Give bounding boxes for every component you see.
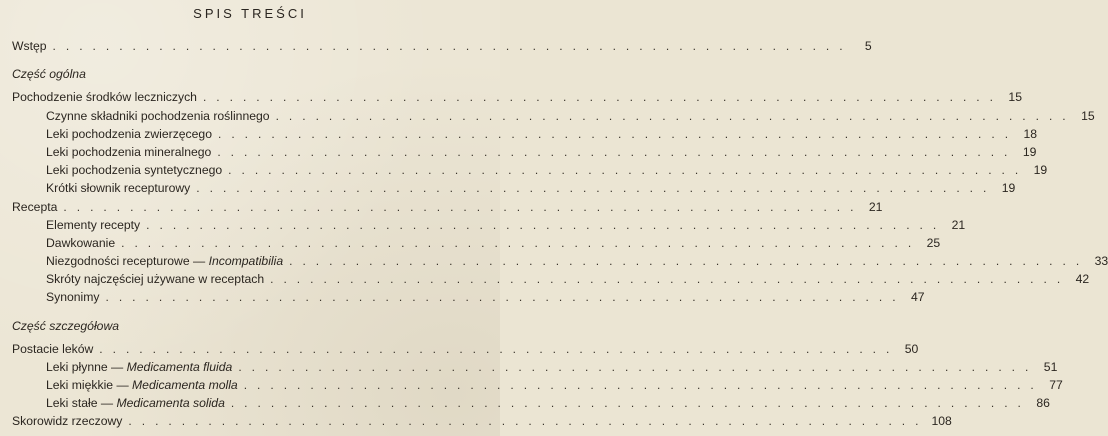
toc-page-number: 18 bbox=[1023, 127, 1038, 141]
toc-entry bbox=[46, 395, 1050, 411]
toc-entry bbox=[12, 341, 919, 357]
toc-entry bbox=[46, 359, 1058, 375]
toc-entry-label: Skorowidz rzeczowy bbox=[12, 414, 123, 428]
toc-entry bbox=[46, 217, 966, 233]
dot-leader: ............................................................ bbox=[230, 396, 1031, 410]
dot-leader: ............................................................ bbox=[105, 290, 906, 304]
dot-leader: ............................................................ bbox=[228, 163, 1029, 177]
toc-entry bbox=[46, 144, 1037, 160]
dot-leader: ............................................................ bbox=[289, 254, 1090, 268]
toc-page-number: 77 bbox=[1049, 378, 1063, 392]
toc-entry bbox=[12, 199, 883, 215]
page-title: SPIS TREŚCI bbox=[193, 6, 307, 21]
toc-entry-latin: Medicamenta molla bbox=[132, 378, 238, 392]
toc-entry-label: Leki stałe — Medicamenta solida bbox=[46, 396, 225, 410]
toc-entry bbox=[12, 89, 1022, 105]
toc-entry-label: Dawkowanie bbox=[46, 236, 116, 250]
dot-leader: ............................................................ bbox=[238, 360, 1039, 374]
toc-entry-label: Leki pochodzenia mineralnego bbox=[46, 145, 212, 159]
toc-page-number: 25 bbox=[926, 236, 941, 250]
dot-leader: ............................................................ bbox=[52, 39, 853, 53]
toc-page-number: 19 bbox=[1022, 145, 1037, 159]
section-heading: Część ogólna bbox=[12, 67, 86, 81]
toc-page-number: 86 bbox=[1036, 396, 1050, 410]
dot-leader: ............................................................ bbox=[63, 200, 864, 214]
toc-page-number: 47 bbox=[911, 290, 925, 304]
toc-page-number: 5 bbox=[864, 39, 872, 53]
toc-entry bbox=[46, 108, 1095, 124]
toc-page-number: 108 bbox=[931, 414, 952, 428]
dot-leader: ............................................................ bbox=[217, 145, 1018, 159]
toc-page-number: 15 bbox=[1081, 109, 1095, 123]
toc-entry bbox=[12, 413, 952, 429]
toc-entry-label: Czynne składniki pochodzenia roślinnego bbox=[46, 109, 270, 123]
dot-leader: ............................................................ bbox=[196, 181, 997, 195]
toc-entry-latin: Incompatibilia bbox=[208, 254, 284, 268]
dot-leader: ............................................................ bbox=[121, 236, 922, 250]
toc-entry-latin: Medicamenta solida bbox=[116, 396, 225, 410]
toc-entry bbox=[46, 235, 941, 251]
dot-leader: ............................................................ bbox=[202, 90, 1003, 104]
toc-entry bbox=[46, 271, 1090, 287]
toc-page-number: 42 bbox=[1075, 272, 1090, 286]
toc-entry-label: Niezgodności recepturowe — Incompatibilia bbox=[46, 254, 284, 268]
dot-leader: ............................................................ bbox=[99, 342, 900, 356]
toc-page-number: 33 bbox=[1094, 254, 1108, 268]
toc-page-number: 19 bbox=[1001, 181, 1016, 195]
toc-entry-label: Leki pochodzenia zwierzęcego bbox=[46, 127, 212, 141]
toc-entry-label: Leki miękkie — Medicamenta molla bbox=[46, 378, 238, 392]
dot-leader: ............................................................ bbox=[218, 127, 1019, 141]
toc-entry-label: Leki pochodzenia syntetycznego bbox=[46, 163, 223, 177]
toc-entry-label: Synonimy bbox=[46, 290, 100, 304]
dot-leader: ............................................................ bbox=[243, 378, 1044, 392]
toc-entry-label: Postacie leków bbox=[12, 342, 94, 356]
toc-page-number: 51 bbox=[1043, 360, 1058, 374]
toc-entry-label: Wstęp bbox=[12, 39, 47, 53]
toc-page-number: 21 bbox=[951, 218, 966, 232]
toc-page-number: 21 bbox=[868, 200, 883, 214]
dot-leader: ............................................................ bbox=[275, 109, 1076, 123]
toc-page-number: 19 bbox=[1033, 163, 1048, 177]
toc-entry bbox=[46, 377, 1063, 393]
toc-entry-label: Leki płynne — Medicamenta fluida bbox=[46, 360, 233, 374]
toc-entry bbox=[12, 38, 872, 54]
toc-entry-label: Skróty najczęściej używane w receptach bbox=[46, 272, 265, 286]
toc-entry bbox=[46, 162, 1048, 178]
toc-entry-latin: Medicamenta fluida bbox=[126, 360, 233, 374]
toc-entry bbox=[46, 289, 925, 305]
toc-entry bbox=[46, 180, 1016, 196]
toc-entry-label: Pochodzenie środków leczniczych bbox=[12, 90, 197, 104]
toc-entry-label: Elementy recepty bbox=[46, 218, 141, 232]
dot-leader: ............................................................ bbox=[128, 414, 929, 428]
dot-leader: ............................................................ bbox=[146, 218, 947, 232]
toc-entry-label: Krótki słownik recepturowy bbox=[46, 181, 191, 195]
toc-entry bbox=[46, 126, 1038, 142]
section-heading: Część szczegółowa bbox=[12, 319, 120, 333]
dot-leader: ............................................................ bbox=[270, 272, 1071, 286]
toc-page-number: 50 bbox=[904, 342, 919, 356]
toc-entry bbox=[46, 253, 1108, 269]
toc-page-number: 15 bbox=[1008, 90, 1022, 104]
toc-entry-label: Recepta bbox=[12, 200, 58, 214]
